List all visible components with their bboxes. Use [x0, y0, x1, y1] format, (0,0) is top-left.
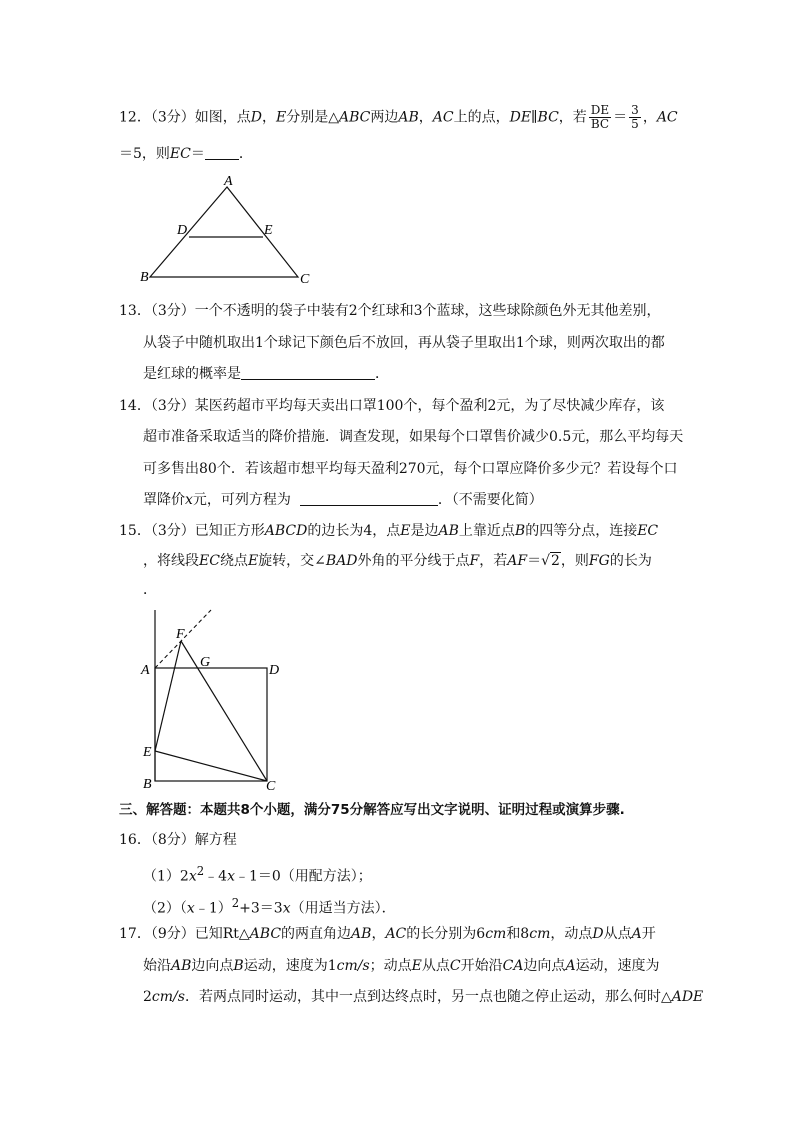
q14-line4: 罩降价x元，可列方程为 ．（不需要化简） [143, 492, 543, 508]
label-a: A [141, 663, 150, 678]
label-b: B [143, 777, 152, 792]
square-figure [135, 605, 295, 795]
fraction-de-bc: $\frac{DE}{BC}$ [590, 103, 610, 131]
q16-part1: $(1)2x^2﹣4x﹣1=0$（用配方法）； [143, 864, 372, 885]
q17-line2: 始沿AB边向点B运动，速度为1cm/s；动点E从点C开始沿CA边向点A运动，速度为 [143, 958, 660, 974]
q13-line3: 是红球的概率是 ． [143, 366, 389, 382]
q17-line1: 17．（9分）已知Rt△ABC的两直角边AB，AC的长分别为6cm和8cm，动点D从点A开 [119, 926, 656, 942]
q14-line2: 超市准备采取适当的降价措施．调查发现，如果每个口罩售价减少0.5元，那么平均每天 [143, 429, 684, 445]
label-c: C [300, 272, 310, 287]
q14-line3: 可多售出80个．若该超市想平均每天盈利270元，每个口罩应降价多少元？若设每个口 [143, 461, 678, 477]
q15-line1: 15．（3分）已知正方形ABCD的边长为4，点E是边AB上靠近点B的四等分点，连接EC [119, 523, 659, 539]
label-a: A [224, 175, 233, 189]
triangle-figure [135, 175, 325, 290]
label-b: B [140, 270, 149, 285]
q12-line1: 12．（3分）如图，点D，E分别是△ABC两边AB，AC上的点，DE∥BC，若 $\frac{DE}{BC}$ ＝ $\frac{3}{5}$ ，AC [119, 103, 678, 131]
q16-part2: （2）（x﹣1）$^2$+3＝3x（用适当方法）． [143, 896, 396, 917]
label-c: C [266, 779, 276, 794]
label-d: D [177, 223, 188, 238]
q14-line1: 14．（3分）某医药超市平均每天卖出口罩100个，每个盈利2元，为了尽快减少库存，该 [119, 398, 665, 414]
section-heading: 三、解答题：本题共8个小题，满分75分解答应写出文字说明、证明过程或演算步骤. [119, 802, 625, 818]
label-e: E [264, 223, 273, 238]
answer-blank[interactable] [205, 145, 239, 160]
q15-line2: ，将线段EC绕点E旋转，交∠BAD外角的平分线于点F，若AF＝√2，则FG的长为 [143, 553, 652, 569]
q12-line2: ＝5，则EC＝ ． [119, 146, 253, 162]
label-f: F [176, 627, 185, 642]
answer-blank[interactable] [241, 365, 375, 380]
q16-title: 16．（8分）解方程 [119, 832, 237, 848]
label-d: D [269, 663, 280, 678]
q15-line3: ． [143, 582, 157, 598]
answer-blank[interactable] [300, 491, 438, 506]
fraction-3-5: $\frac{3}{5}$ [631, 103, 639, 131]
q13-line1: 13．（3分）一个不透明的袋子中装有2个红球和3个蓝球，这些球除颜色外无其他差别， [119, 303, 661, 319]
q17-line3: 2cm/s．若两点同时运动，其中一点到达终点时，另一点也随之停止运动，那么何时△ADE [143, 989, 704, 1005]
label-g: G [200, 655, 211, 670]
label-e: E [143, 745, 152, 760]
q13-line2: 从袋子中随机取出1个球记下颜色后不放回，再从袋子里取出1个球，则两次取出的都 [143, 335, 665, 351]
sqrt-2: √2 [541, 553, 560, 569]
